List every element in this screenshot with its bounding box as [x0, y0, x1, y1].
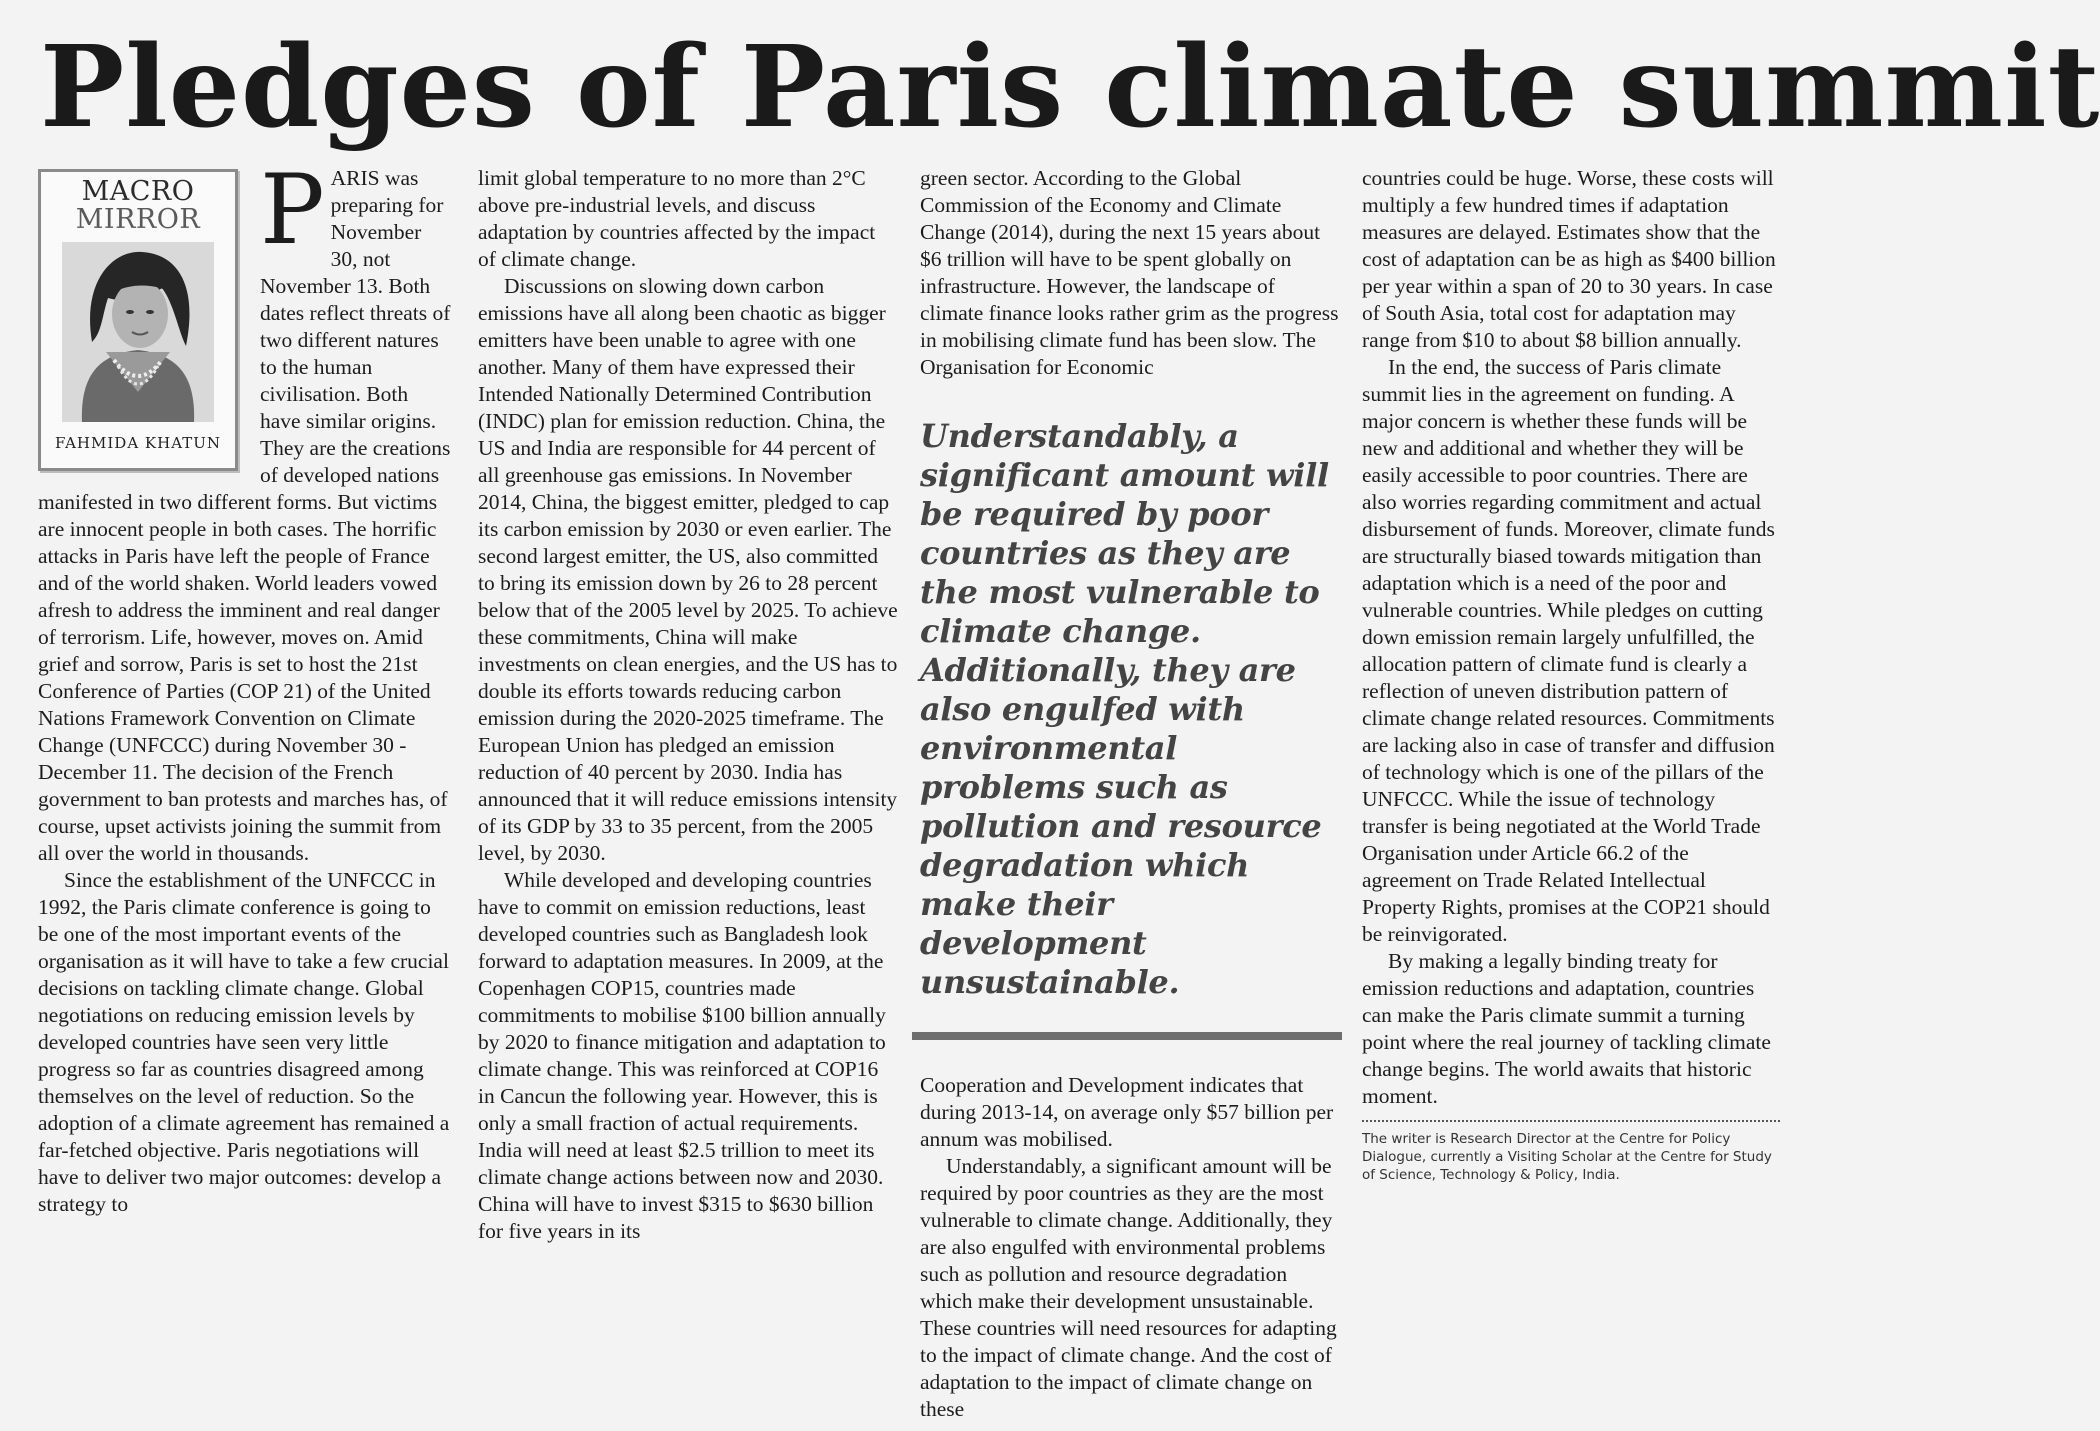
footnote-divider	[1362, 1120, 1780, 1122]
pull-quote-rule	[912, 1032, 1342, 1040]
paragraph: By making a legally binding treaty for emission reductions and adaptation, countries can make the Paris climate summit a turning point where the real journey of tackling climate change begins. The world awaits that historic moment.	[1362, 949, 1771, 1108]
article-column-3	[920, 165, 1340, 1420]
paragraph: countries could be huge. Worse, these costs will multiply a few hundred times if adaptation measures are delayed. Estimates show that the cost of adaptation can be as high as $400 billion per year within a span of 20 to 30 years. In case of South Asia, total cost for adaptation may range from $10 to about $8 billion annually.	[1362, 166, 1776, 352]
paragraph: limit global temperature to no more than 2°C above pre-industrial levels, and discuss adaptation by countries affected by the impact of climate change.	[478, 166, 876, 271]
drop-cap: P	[260, 154, 325, 266]
headline: Pledges of Paris climate summit	[40, 22, 2100, 153]
paragraph: ARIS was preparing for November 30, not November 13. Both dates reflect threats of two different natures to the human civilisation. Both have similar origins. They are the creations of developed nations manifested in two different forms. But victims are innocent people in both cases. The horrific attacks in Paris have left the people of France and of the world shaken. World leaders vowed afresh to address the imminent and real danger of terrorism. Life, however, moves on. Amid grief and sorrow, Paris is set to host the 21st Conference of Parties (COP 21) of the United Nations Framework Convention on Climate Change (UNFCCC) during November 30 - December 11. The decision of the French government to ban protests and marches has, of course, upset activists joining the summit from all over the world in thousands.	[38, 166, 451, 865]
paragraph: In the end, the success of Paris climate summit lies in the agreement on funding. A major concern is whether these funds will be new and additional and whether they will be easily accessible to poor countries. There are also worries regarding commitment and actual disbursement of funds. Moreover, climate funds are structurally biased towards mitigation than adaptation which is a need of the poor and vulnerable countries. While pledges on cutting down emission remain largely unfulfilled, the allocation pattern of climate fund is clearly a reflection of uneven distribution pattern of climate change related resources. Commitments are lacking also in case of transfer and diffusion of technology which is one of the pillars of the UNFCCC. While the issue of technology transfer is being negotiated at the World Trade Organisation under Article 66.2 of the agreement on Trade Related Intellectual Property Rights, promises at the COP21 should be reinvigorated.	[1362, 355, 1775, 946]
author-photo	[62, 242, 214, 422]
column-logo-box	[38, 169, 238, 471]
author-footnote: The writer is Research Director at the Centre for Policy Dialogue, currently a Visiting Scholar at the Centre for Study of Science, Technology & Policy, India.	[1362, 1131, 1772, 1183]
pull-quote: Understandably, a significant amount will be required by poor countries as they are the most vulnerable to climate change. Additionally, they are also engulfed with environmental problems such as pollution and resource degradation which make their development unsustainable.	[920, 417, 1329, 1001]
author-name: FAHMIDA KHATUN	[55, 434, 221, 452]
paragraph: Understandably, a significant amount will be required by poor countries as they are the most vulnerable to climate change. Additionally, they are also engulfed with environmental problems such as pollution and resource degradation which make their development unsustainable. These countries will need resources for adapting to the impact of climate change. And the cost of adaptation to the impact of climate change on these	[920, 1154, 1337, 1421]
paragraph: Cooperation and Development indicates that during 2013-14, on average only $57 billion per annum was mobilised.	[920, 1073, 1334, 1151]
paragraph: Since the establishment of the UNFCCC in 1992, the Paris climate conference is going to be one of the most important events of the organisation as it will have to take a few crucial decisions on tackling climate change. Global negotiations on reducing emission levels by developed countries have seen very little progress so far as countries disagreed among themselves on the level of reduction. So the adoption of a climate agreement has remained a far-fetched objective. Paris negotiations will have to deliver two major outcomes: develop a strategy to	[38, 868, 450, 1216]
article-column-4	[1362, 165, 1780, 1420]
column-title-mirror: MIRROR	[75, 204, 201, 235]
article-column-1	[38, 154, 453, 1420]
paragraph: green sector. According to the Global Commission of the Economy and Climate Change (2014), during the next 15 years about $6 trillion will have to be spent globally on infrastructure. However, the landscape of climate finance looks rather grim as the progress in mobilising climate fund has been slow. The Organisation for Economic	[920, 166, 1339, 379]
paragraph: Discussions on slowing down carbon emissions have all along been chaotic as bigger emitters have been unable to agree with one another. Many of them have expressed their Intended Nationally Determined Contribution (INDC) plan for emission reduction. China, the US and India are responsible for 44 percent of all greenhouse gas emissions. In November 2014, China, the biggest emitter, pledged to cap its carbon emission by 2030 or even earlier. The second largest emitter, the US, also committed to bring its emission down by 26 to 28 percent below that of the 2005 level by 2025. To achieve these commitments, China will make investments on clean energies, and the US has to double its efforts towards reducing carbon emission during the 2020-2025 timeframe. The European Union has pledged an emission reduction of 40 percent by 2030. India has announced that it will reduce emissions intensity of its GDP by 33 to 35 percent, from the 2005 level, by 2030.	[478, 274, 898, 865]
column-title-macro: MACRO	[81, 176, 195, 207]
article-column-2	[478, 165, 898, 1420]
paragraph: While developed and developing countries have to commit on emission reductions, least developed countries such as Bangladesh look forward to adaptation measures. In 2009, at the Copenhagen COP15, countries made commitments to mobilise $100 billion annually by 2020 to finance mitigation and adaptation to climate change. This was reinforced at COP16 in Cancun the following year. However, this is only a small fraction of actual requirements. India will need at least $2.5 trillion to meet its climate change actions between now and 2030. China will have to invest $315 to $630 billion for five years in its	[478, 868, 886, 1243]
